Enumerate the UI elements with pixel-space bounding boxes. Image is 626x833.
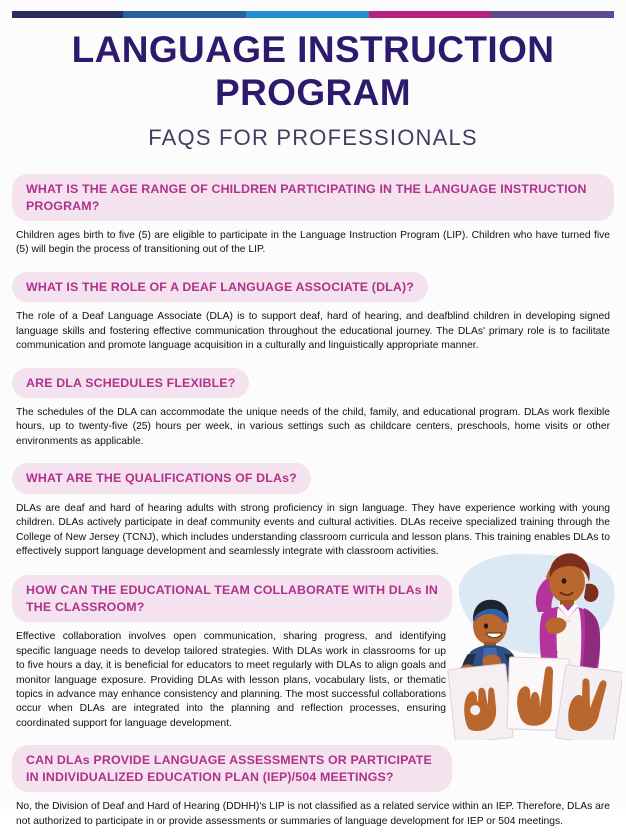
flashcard-ok-sign xyxy=(448,664,513,740)
faq-item xyxy=(12,745,614,829)
boy-eye xyxy=(484,623,488,628)
faq-answer: Children ages birth to five (5) are eligible to participate in the Language Instruction Program (LIP). Children who have turned five (5) will begin the process of transitioning out of the LIP. xyxy=(16,230,610,256)
faq-item xyxy=(12,463,614,559)
topbar-segment-steel-blue xyxy=(123,11,246,18)
faq-item xyxy=(12,272,614,354)
sign-language-illustration xyxy=(442,548,622,740)
topbar-segment-purple xyxy=(491,11,614,18)
flashcard-horns-sign xyxy=(556,664,622,740)
faq-question-pill[interactable]: WHAT ARE THE QUALIFICATIONS OF DLAs? xyxy=(12,463,311,494)
faq-question-pill[interactable]: HOW CAN THE EDUCATIONAL TEAM COLLABORATE WITH DLAs IN THE CLASSROOM? xyxy=(12,575,452,622)
faq-question-pill[interactable]: CAN DLAs PROVIDE LANGUAGE ASSESSMENTS OR PARTICIPATE IN INDIVIDUALIZED EDUCATION PLAN (IEP)/504 MEETINGS? xyxy=(12,745,452,792)
faq-item xyxy=(12,368,614,450)
faq-answer: The role of a Deaf Language Associate (DLA) is to support deaf, hard of hearing, and deafblind children in developing signed language skills and fostering effective communication throughout the educational journey. The DLAs' primary role is to facilitate communication and promote language acquisition in a culturally and linguistically appropriate manner. xyxy=(16,311,610,352)
page-subtitle: FAQS FOR PROFESSIONALS xyxy=(148,125,478,150)
faq-answer: The schedules of the DLA can accommodate the unique needs of the child, family, and educational program. DLAs work flexible hours, up to twenty-five (25) hours per week, in various settings such as childcare centers, preschools, home visits or other environments as applicable. xyxy=(16,407,610,447)
decorative-top-bar xyxy=(12,11,614,18)
faq-item xyxy=(12,174,614,258)
page-title: LANGUAGE INSTRUCTION PROGRAM xyxy=(71,29,555,113)
faq-question-pill[interactable]: WHAT IS THE ROLE OF A DEAF LANGUAGE ASSOCIATE (DLA)? xyxy=(12,272,428,303)
topbar-segment-bright-blue xyxy=(246,11,369,18)
faq-question-pill[interactable]: ARE DLA SCHEDULES FLEXIBLE? xyxy=(12,368,249,399)
faq-answer: Effective collaboration involves open communication, sharing progress, and identifying specific language needs to develop tailored strategies. With DLAs work in classrooms for up to five hours a day, it is beneficial for educators to meet regularly with DLAs to align goals and monitor language exposure. Providing DLAs with lesson plans, vocabulary lists, or thematic topics in advance may enhance consistency and planning. The most successful collaborations occur when DLAs are integrated into the planning and reflection processes, ensuring coordinated support for language development. xyxy=(16,631,446,729)
topbar-segment-navy xyxy=(12,11,123,18)
title-block xyxy=(0,28,626,151)
adult-necklace-bead xyxy=(566,619,570,623)
faq-answer: DLAs are deaf and hard of hearing adults with strong proficiency in sign language. They have experience working with young children. DLAs actively participate in deaf community events and cultural activities. DLAs receive specialized training through the College of New Jersey (TCNJ), which includes understanding classroom curricula and lesson plans. This training enables DLAs to effectively support language development and seamlessly integrate with classroom activities. xyxy=(16,502,610,557)
ok-hand-loop xyxy=(467,702,482,717)
adult-eye xyxy=(562,578,567,584)
faq-answer: No, the Division of Deaf and Hard of Hearing (DDHH)'s LIP is not classified as a related service within an IEP. Therefore, DLAs are not authorized to participate in or provide assessments or summaries of language development for IEP or 504 meetings. xyxy=(16,801,610,827)
topbar-segment-magenta xyxy=(369,11,492,18)
faq-question-pill[interactable]: WHAT IS THE AGE RANGE OF CHILDREN PARTICIPATING IN THE LANGUAGE INSTRUCTION PROGRAM? xyxy=(12,174,614,221)
